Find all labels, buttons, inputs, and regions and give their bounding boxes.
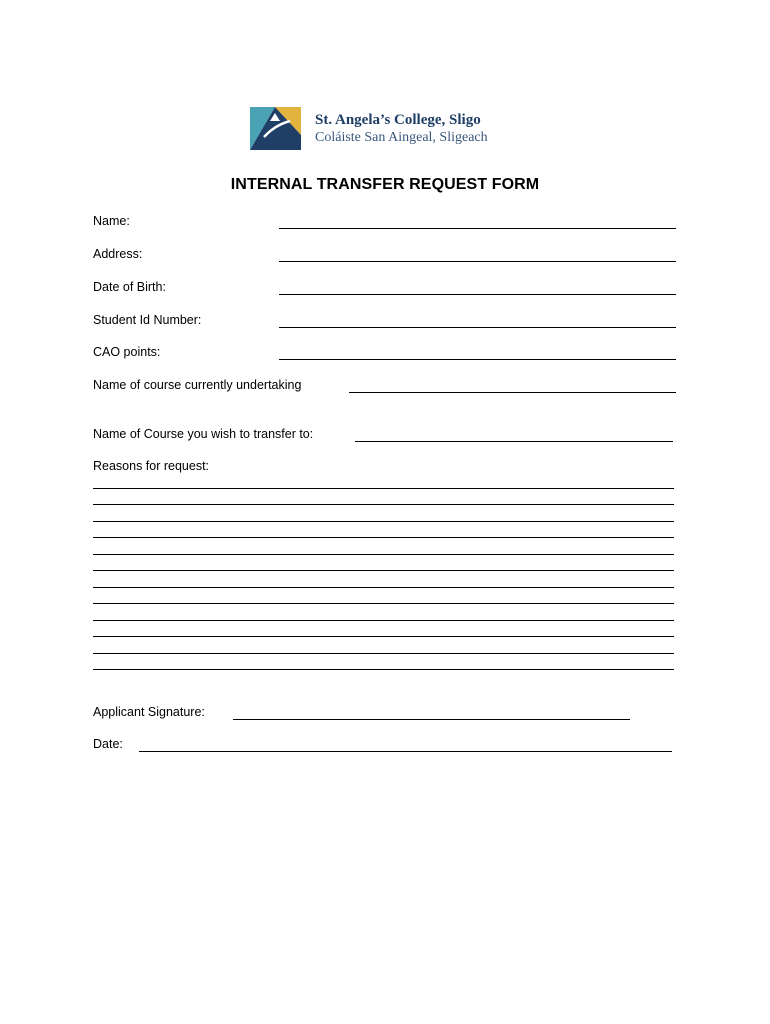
current-course-label: Name of course currently undertaking: [93, 378, 302, 392]
reason-line[interactable]: [93, 669, 674, 670]
reason-line[interactable]: [93, 504, 674, 505]
name-input-line[interactable]: [279, 228, 676, 229]
reason-line[interactable]: [93, 636, 674, 637]
dob-label: Date of Birth:: [93, 280, 166, 294]
college-logo: [250, 107, 488, 150]
wish-course-input-line[interactable]: [355, 441, 673, 442]
reason-line[interactable]: [93, 587, 674, 588]
signature-label: Applicant Signature:: [93, 705, 205, 719]
form-title: INTERNAL TRANSFER REQUEST FORM: [230, 176, 540, 193]
student-id-label: Student Id Number:: [93, 313, 202, 327]
college-name-irish: Coláiste San Aingeal, Sligeach: [315, 129, 488, 145]
dob-input-line[interactable]: [279, 294, 676, 295]
reason-line[interactable]: [93, 554, 674, 555]
reason-line[interactable]: [93, 653, 674, 654]
date-label: Date:: [93, 737, 123, 751]
address-label: Address:: [93, 247, 143, 261]
reason-line[interactable]: [93, 570, 674, 571]
reason-line[interactable]: [93, 603, 674, 604]
wish-course-label: Name of Course you wish to transfer to:: [93, 427, 314, 441]
reason-line[interactable]: [93, 537, 674, 538]
current-course-input-line[interactable]: [349, 392, 676, 393]
college-logo-icon: [250, 107, 301, 150]
reasons-label: Reasons for request:: [93, 459, 210, 473]
reason-line[interactable]: [93, 488, 674, 489]
cao-points-input-line[interactable]: [279, 359, 676, 360]
reason-line[interactable]: [93, 620, 674, 621]
signature-input-line[interactable]: [233, 719, 630, 720]
address-input-line[interactable]: [279, 261, 676, 262]
reason-line[interactable]: [93, 521, 674, 522]
college-name: St. Angela’s College, Sligo: [315, 111, 481, 128]
student-id-input-line[interactable]: [279, 327, 676, 328]
cao-points-label: CAO points:: [93, 345, 161, 359]
name-label: Name:: [93, 214, 130, 228]
date-input-line[interactable]: [139, 751, 672, 752]
